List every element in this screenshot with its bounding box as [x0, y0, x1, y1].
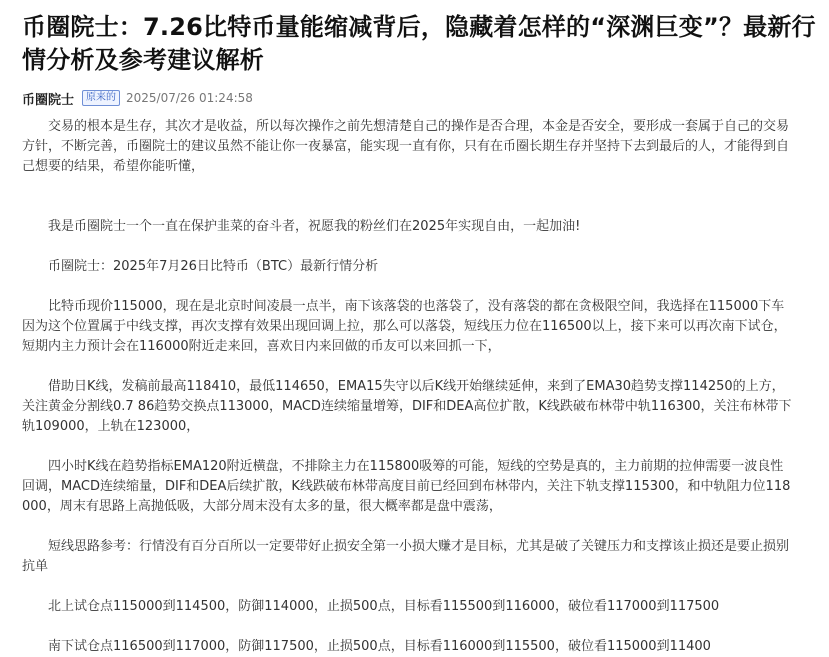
- spacer: [22, 517, 792, 537]
- paragraph-intro: 交易的根本是生存，其次才是收益，所以每次操作之前先想清楚自己的操作是否合理，本金是否安全，要形成一套属于自己的交易方针，不断完善，币圈院士的建议虽然不能让你一夜暴富，能实现一直有你，只有在币圈长期生存并坚持下去到最后的人，才能得到自己想要的结果，希望你能听懂，: [22, 119, 790, 174]
- paragraph-motto: 我是币圈院士一个一直在保护韭菜的奋斗者，祝愿我的粉丝们在2025年实现自由，一起加油!: [48, 219, 581, 234]
- spacer: [22, 197, 792, 217]
- paragraph-long: 北上试仓点115000到114500，防御114000，止损500点，目标看115500到116000，破位看117000到117500: [48, 599, 720, 614]
- paragraph-heading: 币圈院士：2025年7月26日比特币（BTC）最新行情分析: [48, 259, 379, 274]
- paragraph-short: 南下试仓点116500到117000，防御117500，止损500点，目标看116000到115500，破位看115000到11400: [48, 639, 711, 654]
- spacer: [22, 577, 792, 597]
- article-title: 币圈院士：7.26比特币量能缩减背后，隐藏着怎样的“深渊巨变”？最新行情分析及参考建议解析: [22, 13, 816, 74]
- paragraph-4h: 四小时K线在趋势指标EMA120附近横盘，不排除主力在115800吸筹的可能，短线的空势是真的，主力前期的拉伸需要一波良性回调，MACD连续缩量，DIF和DEA后续扩散，K线跌破布林带高度目前已经回到布林带内，关注下轨支撑115300，和中轨阻力位118000，周末有思路上高抛低吸，大部分周末没有太多的量，很大概率都是盘中震荡，: [22, 459, 791, 514]
- author-name[interactable]: 币圈院士: [22, 92, 75, 108]
- paragraph-strategy: 短线思路参考：行情没有百分百所以一定要带好止损安全第一小损大赚才是目标，尤其是破了关键压力和支撑该止损还是要止损别抗单: [22, 539, 790, 574]
- spacer: [22, 617, 792, 637]
- original-badge: 原来的: [82, 90, 120, 106]
- paragraph-daily: 借助日K线，发稿前最高118410，最低114650，EMA15失守以后K线开始继续延伸，来到了EMA30趋势支撑114250的上方，关注黄金分割线0.7 86趋势交换点113000，MACD连续缩量增筹，DIF和DEA高位扩散，K线跌破布林带中轨116300，关注布林带下轨109000，上轨在123000，: [22, 379, 792, 434]
- publish-datetime: 2025/07/26 01:24:58: [126, 91, 253, 105]
- spacer: [22, 177, 792, 197]
- spacer: [22, 437, 792, 457]
- article-body: [22, 117, 792, 657]
- spacer: [22, 357, 792, 377]
- spacer: [22, 277, 792, 297]
- spacer: [22, 237, 792, 257]
- paragraph-price: 比特币现价115000，现在是北京时间凌晨一点半，南下该落袋的也落袋了，没有落袋的都在贪极限空间，我选择在115000下车因为这个位置属于中线支撑，再次支撑有效果出现回调上拉，那么可以落袋，短线压力位在116500以上，接下来可以再次南下试仓，短期内主力预计会在116000附近走来回，喜欢日内来回做的币友可以来回抓一下，: [22, 299, 787, 354]
- article-meta: [22, 87, 817, 109]
